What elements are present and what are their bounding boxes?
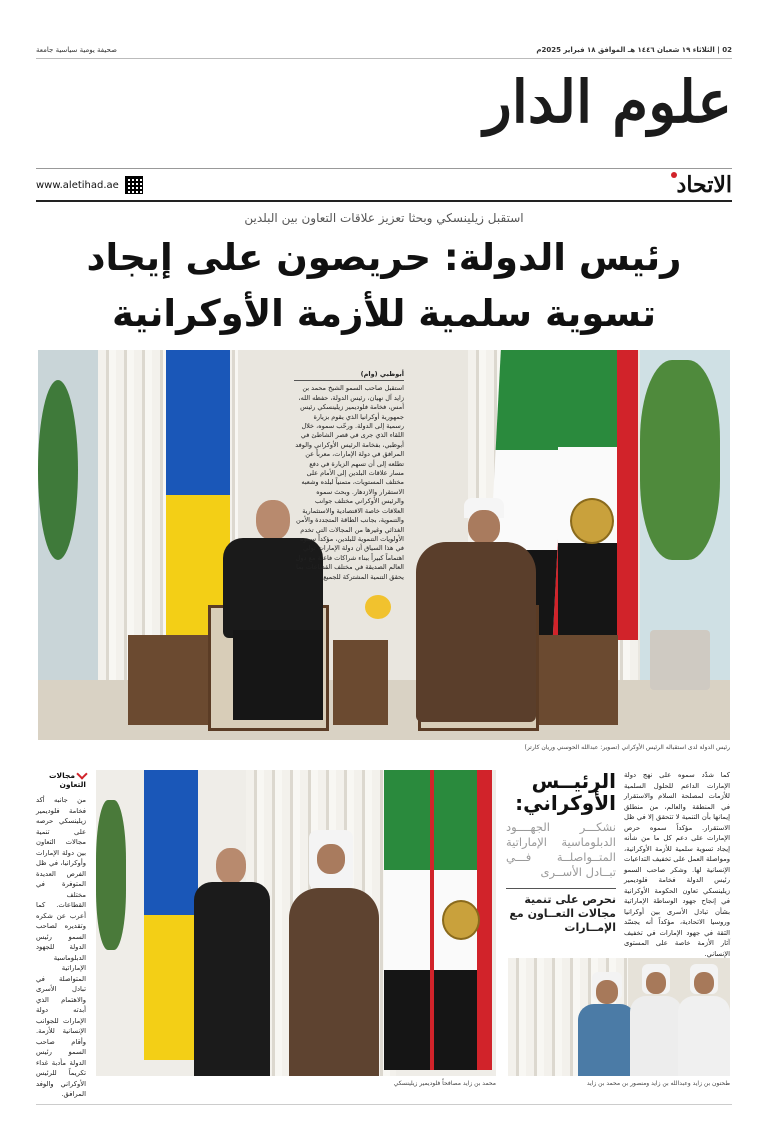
handshake-plant	[96, 800, 126, 950]
handshake-caption: محمد بن زايد مصافحاً فلوديمير زيلينسكي	[393, 1080, 496, 1087]
article-headline	[36, 230, 732, 342]
side-table-right	[538, 635, 618, 725]
brand-rule-top	[36, 168, 732, 169]
handshake-zelensky	[194, 848, 274, 1076]
center-table	[333, 640, 388, 725]
lead-text-block	[294, 370, 404, 582]
brand-rule-bottom	[36, 200, 732, 202]
left-column-text: من جانبه أكد فخامة فلوديمير زيلينسكي حرصه على تنمية مجالات التعاون بين دولة الإمارات وأوكرانيا، في ظل الفرص العديدة المتوفرة في مختلف القطاعات. كما أعرب عن شكره وتقديره لصاحب السمو رئيس الدولة للجهود الدبلوماسية الإماراتية المتواصلة في تبادل الأسرى والاهتمام الذي أبدته دولة الإمارات للجوانب الإنسانية للأزمة. وأقام صاحب السمو رئيس الدولة مأدبة غداء تكريماً للرئيس الأوكراني والوفد المرافق.	[36, 796, 86, 1098]
site-link[interactable]	[36, 176, 143, 194]
lead-paragraph: استقبل صاحب السمو الشيخ محمد بن زايد آل نهيان، رئيس الدولة، حفظه الله، أمس، فخامة فلوديمير زيلينسكي رئيس جمهورية أوكرانيا الذي يقوم بزيارة رسمية إلى الدولة. ورحّب سموه، خلال اللقاء الذي جرى في قصر الشاطئ في أبوظبي، بفخامة الرئيس الأوكراني والوفد المرافق في دولة الإمارات، معرباً عن تطلعه إلى أن تسهم الزيارة في دفع مسار علاقات البلدين إلى الأمام على مختلف المستويات، متمنياً لبلده وشعبه الاستقرار والازدهار. وبحث سموه والرئيس الأوكراني مختلف جوانب العلاقات خاصة الاقتصادية والاستثمارية والتنموية، بجانب الطاقة المتجددة والأمن الغذائي وغيرها من المجالات التي تخدم الأولويات التنموية للبلدين، مؤكداً سموه في هذا السياق أن دولة الإمارات تولي اهتماماً كبيراً ببناء شراكات فاعلة مع دول العالم الصديقة في مختلف القطاعات بما يحقق التنمية المشتركة للجميع.	[295, 384, 404, 581]
dateline: أبوظبي (وام)	[294, 370, 404, 381]
top-rule	[36, 58, 732, 59]
left-column-heading: مجالات التعاون	[36, 770, 86, 789]
quote-box	[506, 770, 616, 935]
plant-left	[38, 380, 78, 560]
right-column	[624, 770, 730, 959]
bottom-rule	[36, 1104, 732, 1105]
section-title: علوم الدار	[483, 68, 732, 136]
handshake-ukraine-flag	[144, 770, 198, 1060]
flower-vase	[365, 595, 391, 619]
headline-line-2: تسوية سلمية للأزمة الأوكرانية	[111, 292, 657, 335]
arrow-icon	[76, 768, 87, 779]
logo-text: الاتحاد	[676, 172, 732, 198]
president-figure	[416, 498, 541, 728]
small-photo-person-2	[630, 964, 682, 1076]
uae-emblem	[570, 498, 614, 544]
qr-code-icon	[125, 176, 143, 194]
quote-text: نشكـــر الجهــــود الدبلوماسية الإماراتية المتــواصلــة فـــي تبــادل الأســرى	[506, 820, 616, 879]
main-photo-caption: رئيس الدولة لدى استقباله الرئيس الأوكراني (تصوير: عبدالله الحوسني وريان كارتر)	[524, 744, 730, 751]
issue-topbar	[36, 44, 732, 56]
quote-sub: نحرص على تنمية مجالات التعــاون مع الإمــارات	[506, 888, 616, 935]
brand-bar	[36, 170, 732, 198]
site-url: www.aletihad.ae	[36, 179, 119, 191]
side-table-left	[128, 635, 208, 725]
handshake-emblem	[442, 900, 480, 940]
small-photo-person-1	[578, 972, 636, 1076]
quote-title: الرئيــس الأوكراني:	[515, 769, 616, 815]
planter-right	[650, 630, 710, 690]
paper-logo[interactable]	[677, 172, 732, 198]
left-column	[36, 770, 86, 1100]
plant-right	[640, 360, 720, 560]
right-column-text: كما شدّد سموه على نهج دولة الإمارات الداعم للحلول السلمية للأزمات لمصلحة السلام والاستقرار في المنطقة والعالم، من منطلق إيمانها بأن التنمية لا تتحقق إلا في ظل الاستقرار. مؤكداً سموه حرص الإمارات على دعم كل ما من شأنه إيجاد تسوية سلمية للأزمة الأوكرانية، ومواصلة العمل على تخفيف التداعيات الإنسانية لها. وشكر صاحب السمو رئيس الدولة فخامة فلوديمير زيلينسكي تعاون الحكومة الأوكرانية في إنجاح جهود الوساطة الإماراتية بشأن تبادل الأسرى بين أوكرانيا وروسيا الاتحادية، مؤكداً أنه يجسّد الثقة في جهود الإمارات في تخفيف آثار الأزمة خاصة على المستوى الإنساني.	[624, 771, 730, 958]
ukraine-flag	[166, 350, 230, 640]
handshake-photo	[96, 770, 496, 1076]
small-photo-person-3	[678, 964, 730, 1076]
logo-dot	[671, 172, 677, 178]
small-photo-caption: طحنون بن زايد وعبدالله بن زايد ومنصور بن محمد بن زايد	[586, 1080, 730, 1087]
headline-line-1: رئيس الدولة: حريصون على إيجاد	[86, 236, 682, 279]
article-kicker: استقبل زيلينسكي وبحثا تعزيز علاقات التعاون بين البلدين	[244, 211, 524, 225]
handshake-president	[281, 830, 381, 1076]
paper-tagline: صحيفة يومية سياسية جامعة	[36, 46, 117, 54]
small-photo	[508, 958, 730, 1076]
issue-date: 02 | الثلاثاء ١٩ شعبان ١٤٤٦ هـ الموافق ١٨ فبراير 2025م	[536, 46, 732, 54]
uae-flag-2	[558, 350, 638, 640]
